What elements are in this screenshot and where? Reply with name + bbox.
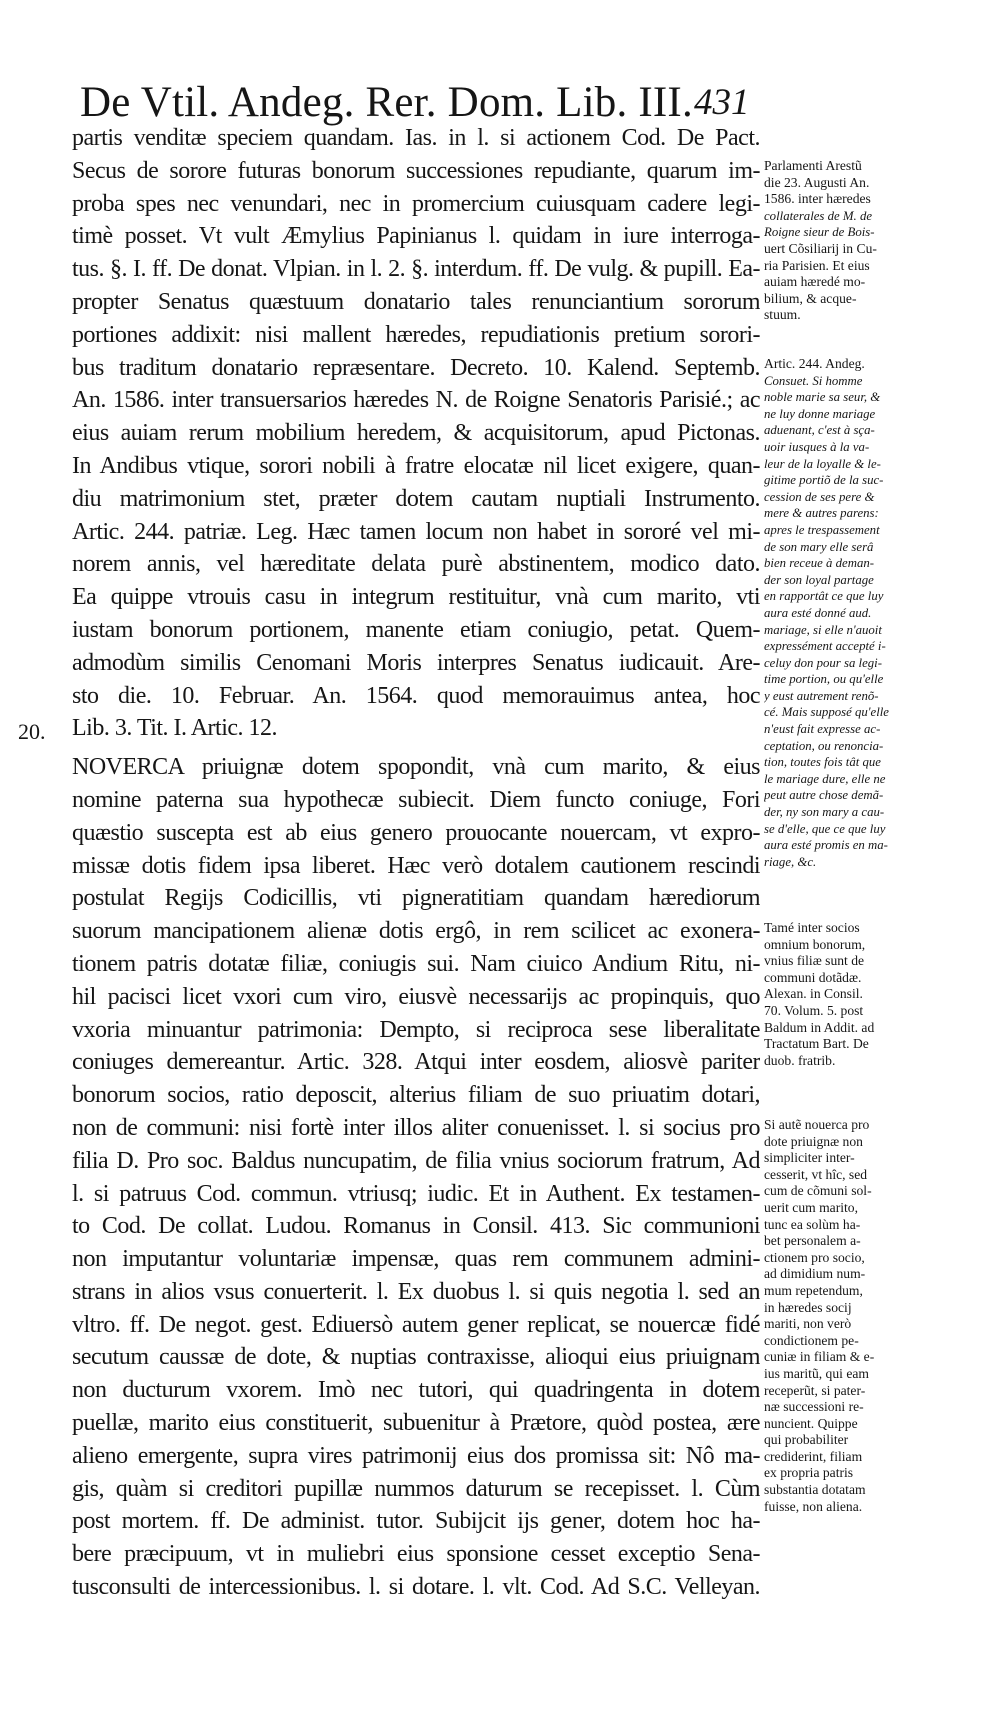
margin-note-line: mariti, non verò <box>764 1316 852 1332</box>
margin-note-line: ctionem pro socio, <box>764 1249 865 1265</box>
margin-note-line: receperũt, si pater- <box>764 1382 866 1398</box>
margin-note-line: ad dimidium num- <box>764 1266 866 1282</box>
text-line: quæstio suscepta est ab eius genero prouocante nouercam, vt expro- <box>72 819 760 846</box>
margin-note-line: ius maritũ, qui eam <box>764 1365 869 1381</box>
margin-note-line: uerit cum marito, <box>764 1199 858 1215</box>
text-line: iustam bonorum portionem, manente etiam coniugio, petat. Quem- <box>72 616 760 643</box>
main-text-column <box>72 122 760 1604</box>
margin-note-line: Consuet. Si homme <box>764 373 863 388</box>
text-line: partis venditæ speciem quandam. Ias. in l. si actionem Cod. De Pact. <box>72 125 760 151</box>
text-line: alieno emergente, supra vires patrimonij eius dos promissa sit: Nô ma- <box>72 1442 760 1469</box>
text-line: diu matrimonium stet, præter dotem cautam nuptiali Instrumento. <box>72 485 760 512</box>
margin-note-line: stuum. <box>764 307 801 323</box>
text-line: bere præcipuum, vt in muliebri eius sponsione cesset exceptio Sena- <box>72 1541 760 1568</box>
text-line: post mortem. ff. De administ. tutor. Subijcit ijs gener, dotem hoc ha- <box>72 1508 760 1535</box>
text-line: tus. §. I. ff. De donat. Vlpian. in l. 2. §. interdum. ff. De vulg. & pupill. Ea- <box>72 256 760 283</box>
margin-note-line: Alexan. in Consil. <box>764 986 863 1002</box>
margin-note-line: simpliciter inter- <box>764 1150 855 1166</box>
margin-note-line: collaterales de M. de <box>764 208 873 223</box>
text-line: postulat Regijs Codicillis, vti pigneratitiam quandam hærediorum <box>72 885 760 912</box>
margin-note-line: qui probabiliter <box>764 1432 849 1448</box>
margin-note-line: in hæredes socij <box>764 1299 852 1315</box>
margin-note-line: vnius filiæ sunt de <box>764 953 865 969</box>
text-line: suorum mancipationem alienæ dotis ergô, in rem scilicet ac exonera- <box>72 918 760 945</box>
text-line: tionem patris dotatæ filiæ, coniugis sui. Nam ciuico Andium Ritu, ni- <box>72 950 760 977</box>
margin-note-line: der son loyal partage <box>764 572 874 587</box>
text-line: coniuges demereantur. Artic. 328. Atqui inter eosdem, aliosvè pariter <box>72 1049 760 1076</box>
text-line: strans in alios vsus conuerterit. l. Ex duobus l. si quis negotia l. sed an <box>72 1278 760 1305</box>
text-line: Ea quippe vtrouis casu in integrum restituitur, vnà cum marito, vti <box>72 584 760 611</box>
margin-note-line: Tractatum Bart. De <box>764 1036 869 1052</box>
text-line: timè posset. Vt vult Æmylius Papinianus l. quidam in iure interroga- <box>72 223 760 250</box>
running-title: De Vtil. Andeg. Rer. Dom. Lib. III. <box>80 79 693 126</box>
text-line: vltro. ff. De negot. gest. Ediuersò autem gener replicat, se nouercæ fidé <box>72 1311 760 1338</box>
text-line: proba spes nec venundari, nec in promercium cuiusquam cadere legi- <box>72 190 760 217</box>
margin-note-line: time portion, ou qu'elle <box>764 672 884 687</box>
margin-note-line: peut autre chose demã- <box>764 788 884 803</box>
margin-note-line: ceptation, ou renoncia- <box>764 738 884 753</box>
text-line: tusconsulti de intercessionibus. l. si dotare. l. vlt. Cod. Ad S.C. Velleyan. <box>72 1574 760 1601</box>
margin-note-line: aduenant, c'est à sça- <box>764 423 875 438</box>
margin-note-artic-244 <box>764 356 968 870</box>
margin-note-line: næ successioni re- <box>764 1399 864 1415</box>
margin-note-line: aura esté promis en ma- <box>764 838 888 853</box>
margin-note-line: tion, toutes fois tât que <box>764 755 881 770</box>
text-line: vxoria minuantur patrimonia: Dempto, si reciproca sese liberalitate <box>72 1016 760 1043</box>
margin-note-line: fuisse, non aliena. <box>764 1498 863 1514</box>
margin-note-line: se d'elle, que ce que luy <box>764 821 886 836</box>
margin-note-line: Roigne sieur de Bois- <box>764 225 875 240</box>
margin-note-line: Si autẽ nouerca pro <box>764 1117 870 1132</box>
text-line: In Andibus vtique, sorori nobili à fratre elocatæ nil licet exigere, quan- <box>72 452 760 479</box>
margin-note-line: uert Cõsiliarij in Cu- <box>764 240 877 256</box>
margin-note-line: condictionem pe- <box>764 1332 859 1348</box>
text-line: Artic. 244. patriæ. Leg. Hæc tamen locum non habet in sororé vel mi- <box>72 518 760 545</box>
text-line: bus traditum donatario repræsentare. Decreto. 10. Kalend. Septemb. <box>72 354 760 381</box>
text-line: eius auiam rerum mobilium heredem, & acquisitorum, apud Pictonas. <box>72 420 760 447</box>
margin-note-line: mum repetendum, <box>764 1282 863 1298</box>
margin-note-line: substantia dotatam <box>764 1482 866 1498</box>
text-line: admodùm similis Cenomani Moris interpres Senatus iudicauit. Are- <box>72 649 760 676</box>
margin-note-line: bet personalem a- <box>764 1233 861 1249</box>
text-line: An. 1586. inter transuersarios hæredes N. de Roigne Senatoris Parisié.; ac <box>72 387 760 414</box>
margin-note-line: celuy don pour sa legi- <box>764 655 882 670</box>
text-line: portiones addixit: nisi mallent hæredes, repudiationis pretium sorori- <box>72 321 760 348</box>
text-line: sto die. 10. Februar. An. 1564. quod memorauimus antea, hoc <box>72 682 760 709</box>
margin-note-arrest <box>764 158 968 324</box>
text-line: nomine paterna sua hypothecæ subiecit. Diem functo coniuge, Fori <box>72 786 760 813</box>
margin-note-line: bien receue à deman- <box>764 556 875 571</box>
margin-note-line: omnium bonorum, <box>764 936 866 952</box>
text-line: Secus de sorore futuras bonorum successiones repudiante, quarum im- <box>72 157 760 184</box>
margin-note-line: gitime portiõ de la suc- <box>764 473 884 488</box>
text-line: NOVERCA priuignæ dotem spopondit, vnà cum marito, & eius <box>72 754 760 781</box>
margin-note-line: crediderint, filiam <box>764 1448 863 1464</box>
text-line: hil pacisci licet vxori cum viro, eiusvè necessarijs ac propinquis, quo <box>72 983 760 1010</box>
margin-note-line: mariage, si elle n'auoit <box>764 622 882 637</box>
margin-note-line: communi dotãdæ. <box>764 969 862 985</box>
text-line: gis, quàm si creditori pupillæ nummos daturum se recepisset. l. Cùm <box>72 1475 760 1502</box>
margin-note-line: bilium, & acque- <box>764 290 857 306</box>
text-line: bonorum socios, ratio deposcit, alterius filiam de suo priuatim dotari, <box>72 1082 760 1109</box>
margin-note-line: mere & autres parens: <box>764 506 879 521</box>
text-line: secutum caussæ de dote, & nuptias contraxisse, alioqui eius priuignam <box>72 1344 760 1371</box>
margin-note-line: der, ny son mary a cau- <box>764 805 885 820</box>
margin-note-line: expressément accepté i- <box>764 639 886 654</box>
margin-note-line: apres le trespassement <box>764 522 880 537</box>
margin-note-line: Baldum in Addit. ad <box>764 1019 875 1035</box>
margin-note-line: en rapportât ce que luy <box>764 589 884 604</box>
text-line: filia D. Pro soc. Baldus nuncupatim, de filia vnius sociorum fratrum, Ad <box>72 1147 760 1174</box>
margin-note-line: cé. Mais supposé qu'elle <box>764 705 889 720</box>
margin-note-line: ria Parisien. Et eius <box>764 257 870 273</box>
margin-note-line: cesserit, vt hîc, sed <box>764 1166 868 1182</box>
margin-note-line: le mariage dure, elle ne <box>764 771 886 786</box>
margin-note-line: noble marie sa seur, & <box>764 390 881 405</box>
margin-note-line: aura esté donné aud. <box>764 605 872 620</box>
margin-note-line: ne luy donne mariage <box>764 406 876 421</box>
margin-note-line: Tamé inter socios <box>764 920 860 935</box>
text-line: non imputantur voluntariæ impensæ, quas rem communem admini- <box>72 1246 760 1273</box>
margin-note-line: ex propria patris <box>764 1465 854 1481</box>
margin-note-line: 1586. inter hæredes <box>764 191 871 207</box>
margin-note-socii <box>764 920 968 1069</box>
margin-note-line: cum de cõmuni sol- <box>764 1183 872 1199</box>
margin-note-line: duob. fratrib. <box>764 1052 836 1068</box>
text-line: non ducturum vxorem. Imò nec tutori, qui quadringenta in dotem <box>72 1377 760 1404</box>
margin-note-line: dote priuignæ non <box>764 1133 863 1149</box>
margin-note-line: Artic. 244. Andeg. <box>764 356 865 371</box>
margin-note-line: Parlamenti Arestũ <box>764 158 862 173</box>
section-number: 20. <box>18 719 46 744</box>
margin-note-line: nuncient. Quippe <box>764 1415 858 1431</box>
text-line: non de communi: nisi fortè inter illos aliter conuenisset. l. si socius pro <box>72 1114 760 1141</box>
margin-note-line: cuniæ in filiam & e- <box>764 1349 875 1365</box>
margin-note-line: riage, &c. <box>764 854 817 869</box>
text-line: Lib. 3. Tit. I. Artic. 12. <box>72 715 278 742</box>
text-line: norem annis, vel hæreditate delata purè abstinentem, modico dato. <box>72 551 760 578</box>
text-line: missæ dotis fidem ipsa liberet. Hæc verò dotalem cautionem rescindi <box>72 852 760 879</box>
margin-note-line: de son mary elle serâ <box>764 539 874 554</box>
margin-note-line: leur de la loyalle & le- <box>764 456 881 471</box>
margin-note-line: auiam hæredé mo- <box>764 274 866 290</box>
margin-note-line: uoir iusques à la va- <box>764 439 870 454</box>
margin-note-line: cession de ses pere & <box>764 489 875 504</box>
page-number: 431 <box>694 82 750 123</box>
text-line: propter Senatus quæstuum donatario tales renunciantium sororum <box>72 288 760 315</box>
text-line: puellæ, marito eius constituerit, subuenitur à Prætore, quòd postea, ære <box>72 1410 760 1437</box>
margin-note-line: 70. Volum. 5. post <box>764 1002 864 1018</box>
margin-note-line: y eust autrement renõ- <box>764 688 879 703</box>
margin-note-line: die 23. Augusti An. <box>764 174 870 190</box>
margin-note-line: n'eust fait expresse ac- <box>764 722 881 737</box>
margin-note-nouerca <box>764 1117 968 1515</box>
margin-note-line: tunc ea solùm ha- <box>764 1216 861 1232</box>
text-line: to Cod. De collat. Ludou. Romanus in Consil. 413. Sic communioni <box>72 1213 760 1240</box>
text-line: l. si patruus Cod. commun. vtriusq; iudic. Et in Authent. Ex testamen- <box>72 1180 760 1207</box>
